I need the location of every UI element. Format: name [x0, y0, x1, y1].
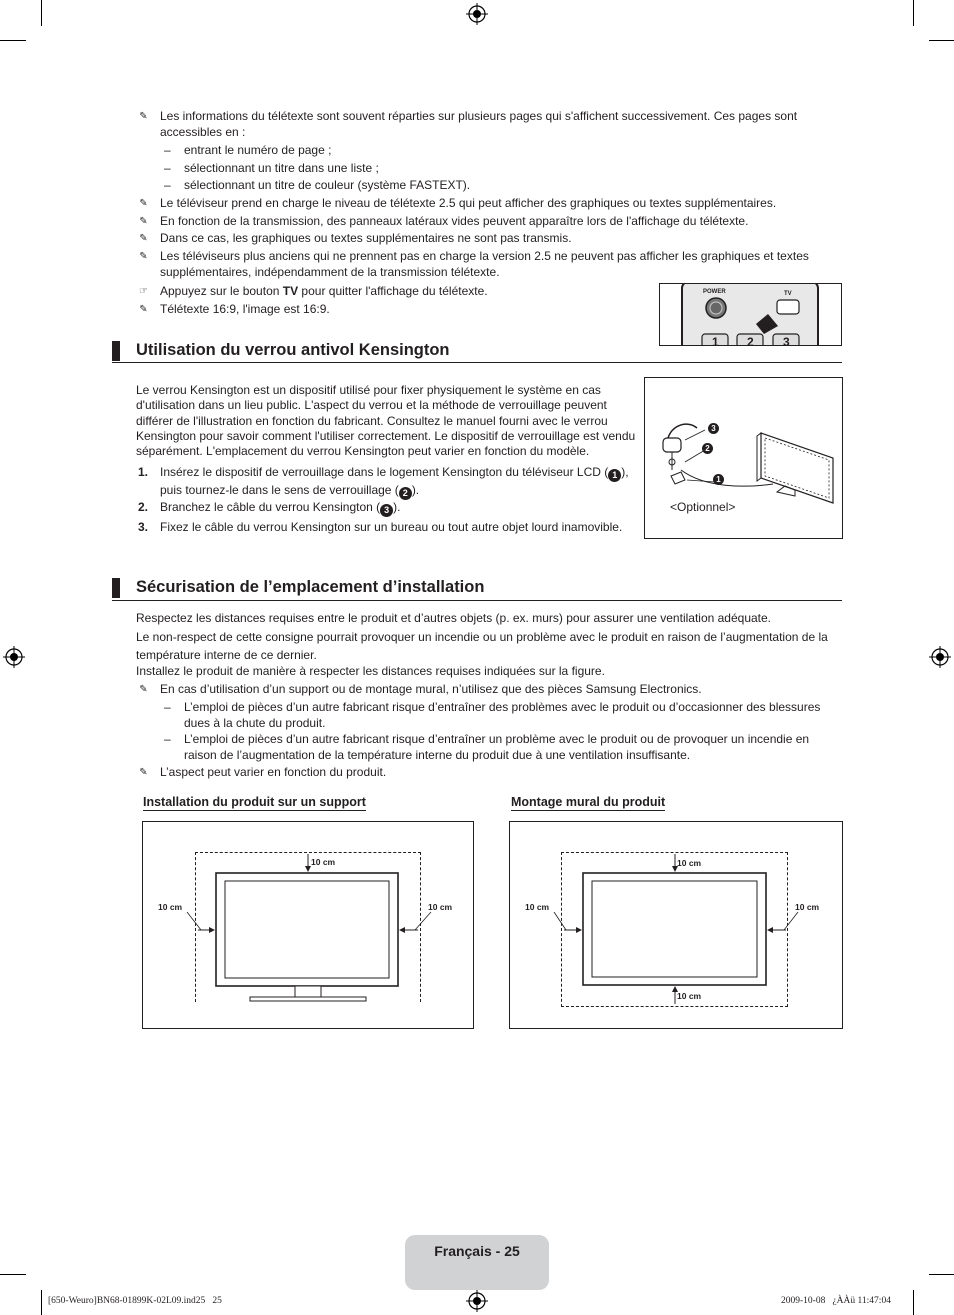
paragraph: Installez le produit de manière à respecter les distances requises indiquées sur la figure.	[136, 664, 605, 678]
step-text-part: ).	[411, 483, 420, 497]
registration-mark-icon	[3, 646, 25, 668]
print-file-info: [650-Weuro]BN68-01899K-02L09.ind25 25	[48, 1296, 222, 1306]
tv-button-note	[160, 283, 488, 299]
crop-mark	[0, 1274, 26, 1275]
step-text-part: ), puis tournez-le dans le sens de verrouillage (	[160, 465, 629, 497]
dash-marker: –	[164, 700, 171, 714]
note-icon: ✎	[139, 767, 148, 778]
stand-figure	[142, 821, 474, 1029]
kensington-intro: Le verrou Kensington est un dispositif utilisé pour fixer physiquement le système en cas d'utilisation dans un lieu public. L'aspect du verrou et la méthode de verrouillage peuvent différer de l'illustration en fonction du fabricant. Consultez le manuel fourni avec le verrou Kensington pour savoir comment l'utiliser correctement. Le dispositif de verrouillage est vendu séparément. L'emplacement du verrou Kensington peut varier en fonction du modèle.	[136, 383, 636, 459]
wall-mounted-tv-icon	[510, 822, 842, 1028]
crop-mark	[929, 1274, 954, 1275]
note-text: Dans ce cas, les graphiques ou textes supplémentaires ne sont pas transmis.	[160, 231, 572, 245]
kensington-illustration	[644, 377, 843, 539]
tv-on-stand-icon	[143, 822, 473, 1028]
page-number: Français - 25	[434, 1243, 520, 1259]
remote-note-icon: ☞	[139, 286, 148, 297]
wall-mount-label-wrap	[511, 793, 665, 811]
step-text	[160, 499, 400, 517]
crop-mark	[0, 40, 26, 41]
callout-2-icon: 2	[399, 487, 412, 500]
heading-marker	[112, 341, 120, 361]
crop-mark	[913, 1290, 914, 1315]
clearance-left-label: 10 cm	[158, 902, 183, 912]
remote-tv-label: TV	[784, 291, 792, 297]
callout-3-icon: 3	[708, 423, 719, 434]
callout-1-icon: 1	[713, 474, 724, 485]
step-text: Fixez le câble du verrou Kensington sur un bureau ou tout autre objet lourd inamovible.	[160, 520, 623, 534]
list-item: entrant le numéro de page ;	[184, 143, 332, 157]
heading-rule	[112, 362, 842, 363]
clearance-right-label: 10 cm	[795, 902, 820, 912]
dash-marker: –	[164, 161, 171, 175]
clearance-top-label: 10 cm	[311, 857, 336, 867]
optional-label: <Optionnel>	[670, 500, 736, 514]
note-text: pour quitter l'affichage du télétexte.	[298, 284, 488, 298]
step-number: 3.	[138, 520, 149, 534]
print-date-info: 2009-10-08 ¿ÀÀü 11:47:04	[781, 1296, 891, 1306]
kensington-lock-drawing-icon	[645, 378, 842, 538]
remote-power-label: POWER	[703, 289, 726, 295]
step-text	[160, 464, 644, 500]
crop-mark	[41, 0, 42, 26]
note-text: Appuyez sur le bouton	[160, 284, 283, 298]
section-title-kensington: Utilisation du verrou antivol Kensington	[136, 341, 450, 359]
note-text: L’aspect peut varier en fonction du produit.	[160, 765, 387, 779]
note-icon: ✎	[139, 304, 148, 315]
clearance-bottom-label: 10 cm	[677, 991, 702, 1001]
remote-key-3: 3	[783, 335, 790, 346]
wall-mount-figure	[509, 821, 843, 1029]
remote-key-2: 2	[747, 335, 754, 346]
stand-installation-label-wrap	[143, 793, 366, 811]
dash-marker: –	[164, 143, 171, 157]
callout-1-icon: 1	[608, 469, 621, 482]
registration-mark-icon	[466, 1290, 488, 1312]
list-item: L’emploi de pièces d’un autre fabricant risque d’entraîner un problème avec le produit ou de provoquer un incendie en raison de l’augmentation de la température interne du produit due à une ventilation insuffisante.	[184, 732, 810, 762]
note-text: En cas d’utilisation d’un support ou de montage mural, n’utilisez que des pièces Samsung Electronics.	[160, 682, 702, 696]
paragraph: Respectez les distances requises entre le produit et d’autres objets (p. ex. murs) pour assurer une ventilation adéquate.	[136, 611, 772, 625]
note-text: En fonction de la transmission, des panneaux latéraux vides peuvent apparaître lors de l'affichage du télétexte.	[160, 214, 749, 228]
note-text: Télétexte 16:9, l'image est 16:9.	[160, 302, 330, 316]
crop-mark	[913, 0, 914, 26]
note-text: Les téléviseurs plus anciens qui ne prennent pas en charge la version 2.5 ne peuvent pas afficher les graphiques et textes supplémentaires, indépendamment de la transmission télétexte.	[160, 249, 809, 279]
note-icon: ✎	[139, 198, 148, 209]
callout-3-icon: 3	[380, 504, 393, 517]
step-text-part: ).	[393, 500, 401, 514]
clearance-top-label: 10 cm	[677, 858, 702, 868]
list-item: sélectionnant un titre de couleur (système FASTEXT).	[184, 178, 471, 192]
note-icon: ✎	[139, 111, 148, 122]
list-item: L’emploi de pièces d’un autre fabricant risque d’entraîner des problèmes avec le produit ou d’occasionner des blessures dues à la chute du produit.	[184, 700, 821, 730]
dash-marker: –	[164, 732, 171, 746]
note-icon: ✎	[139, 216, 148, 227]
remote-illustration	[659, 283, 842, 346]
dash-marker: –	[164, 178, 171, 192]
note-icon: ✎	[139, 251, 148, 262]
step-text-part: Insérez le dispositif de verrouillage dans le logement Kensington du téléviseur LCD (	[160, 465, 609, 479]
wall-mount-label: Montage mural du produit	[511, 795, 666, 809]
heading-marker	[112, 578, 120, 598]
callout-2-icon: 2	[702, 443, 713, 454]
note-text: Les informations du télétexte sont souvent réparties sur plusieurs pages qui s'affichent successivement. Ces pages sont accessibles en :	[160, 109, 798, 139]
step-text-part: Branchez le câble du verrou Kensington (	[160, 500, 381, 514]
crop-mark	[929, 40, 954, 41]
crop-mark	[41, 1290, 42, 1315]
stand-installation-label: Installation du produit sur un support	[143, 795, 366, 809]
step-number: 1.	[138, 465, 149, 479]
list-item: sélectionnant un titre dans une liste ;	[184, 161, 379, 175]
note-icon: ✎	[139, 684, 148, 695]
clearance-left-label: 10 cm	[525, 902, 550, 912]
remote-key-1: 1	[712, 335, 719, 346]
tv-button-label: TV	[282, 284, 299, 298]
registration-mark-icon	[466, 3, 488, 25]
clearance-right-label: 10 cm	[428, 902, 453, 912]
note-icon: ✎	[139, 233, 148, 244]
step-number: 2.	[138, 500, 149, 514]
heading-rule	[112, 600, 842, 601]
registration-mark-icon	[929, 646, 951, 668]
paragraph: Le non-respect de cette consigne pourrait provoquer un incendie ou un problème avec le produit en raison de l’augmentation de la température interne de ce dernier.	[136, 630, 828, 662]
section-title-installation: Sécurisation de l’emplacement d’installation	[136, 578, 485, 596]
note-text: Le téléviseur prend en charge le niveau de télétexte 2.5 qui peut afficher des graphiques ou textes supplémentaires.	[160, 196, 777, 210]
